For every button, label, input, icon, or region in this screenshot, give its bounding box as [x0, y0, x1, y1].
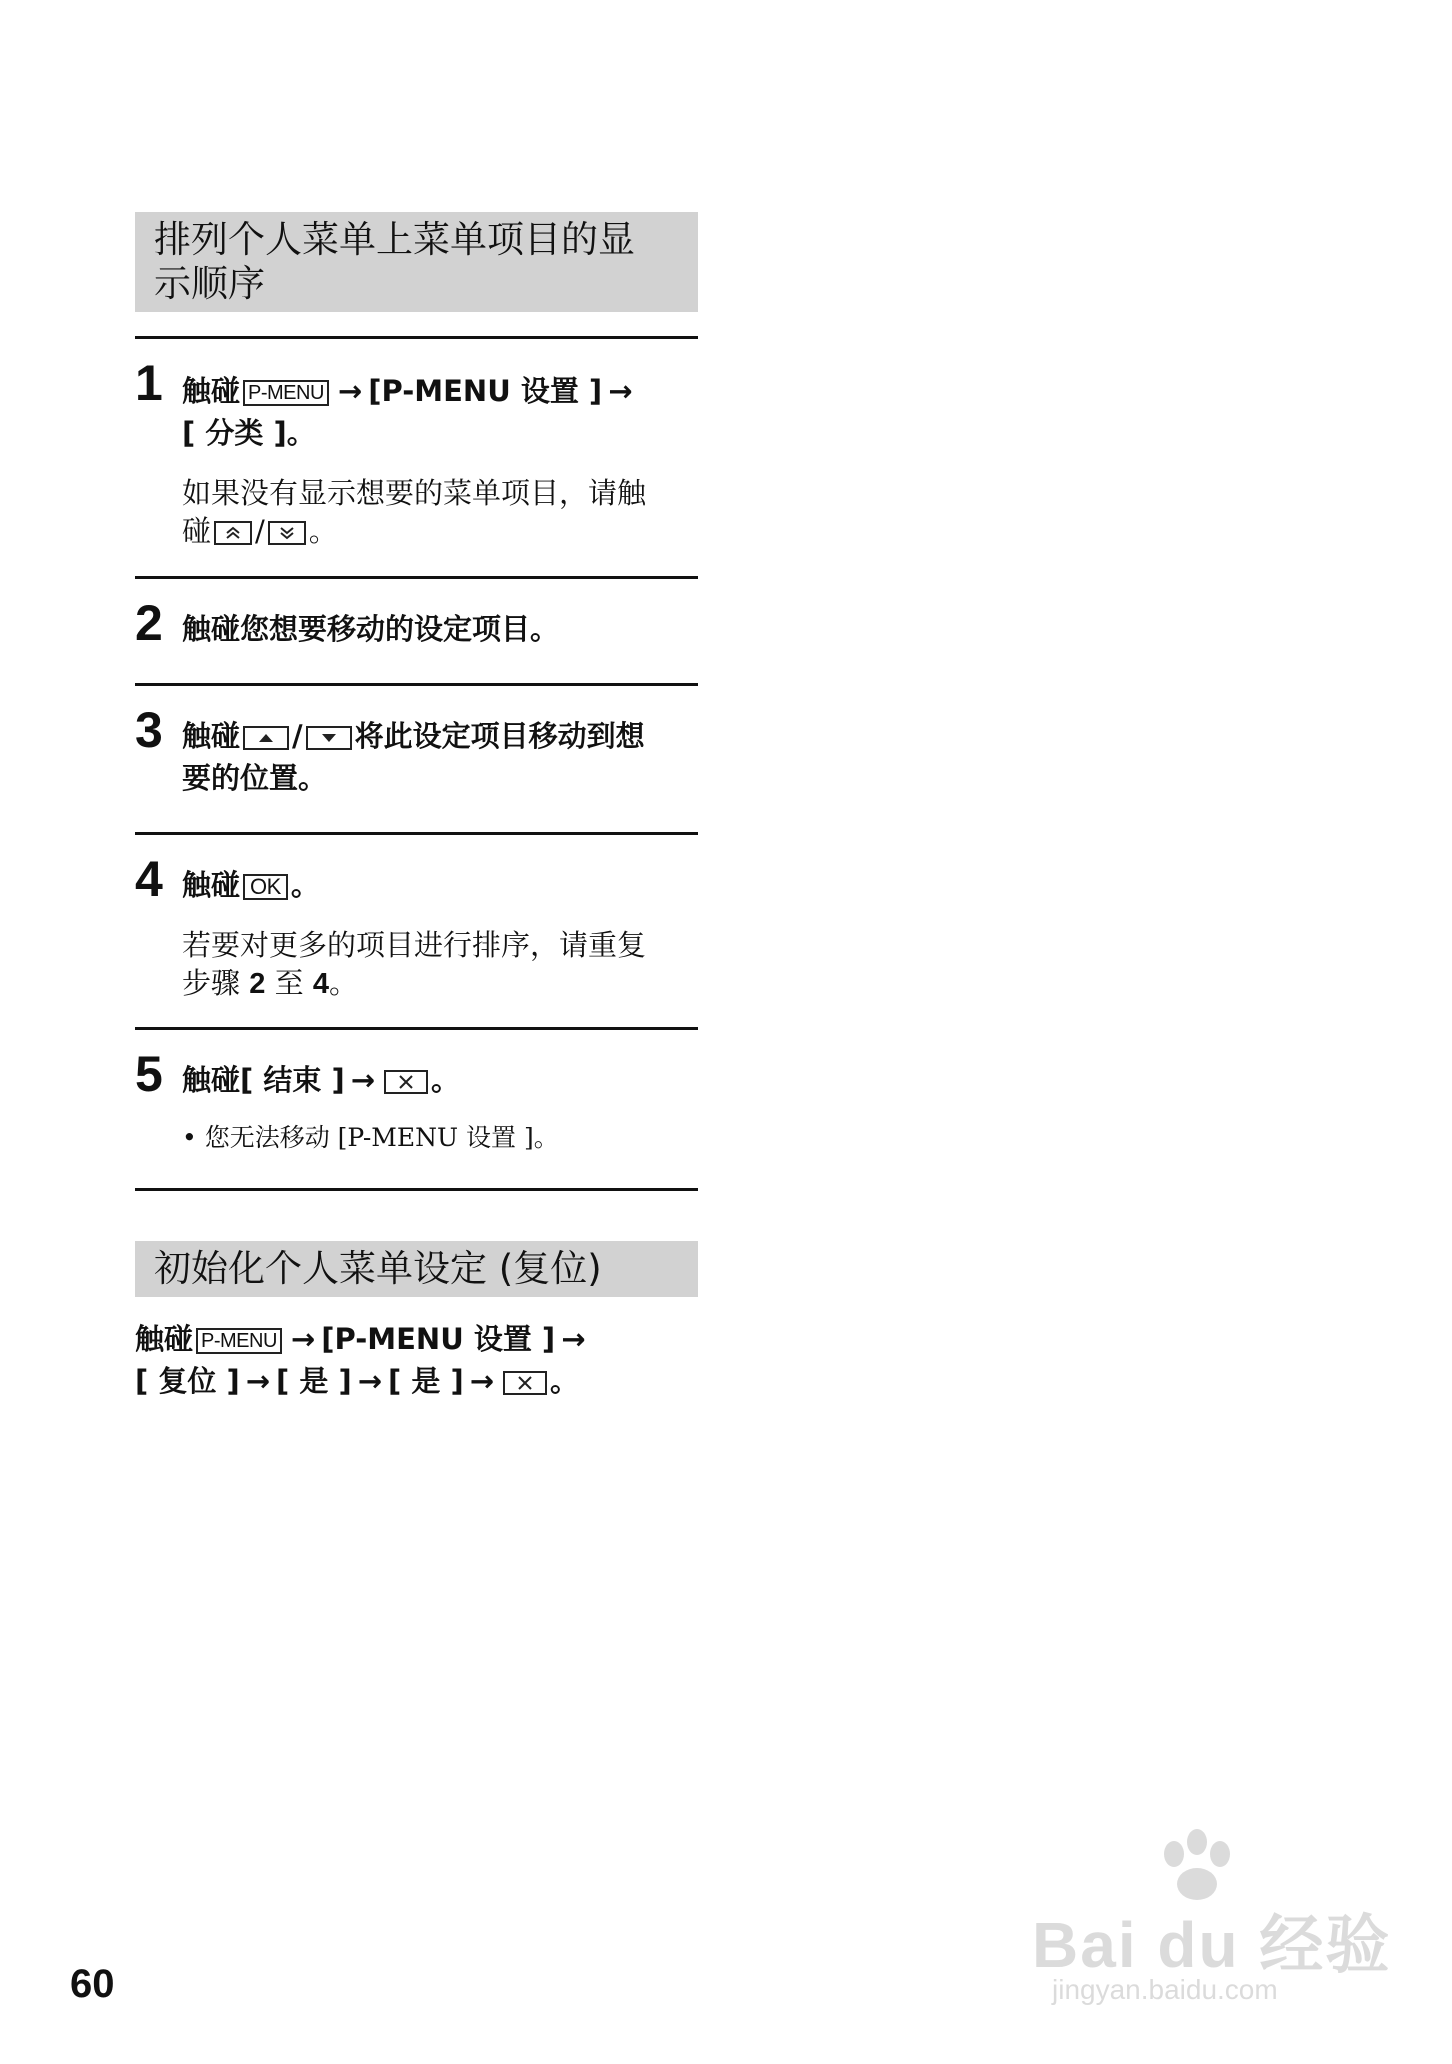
arrow-icon: → — [337, 374, 363, 408]
divider — [135, 832, 698, 835]
reset-instruction — [135, 1318, 698, 1402]
step-note — [182, 474, 698, 550]
step-ref-4: 4 — [312, 968, 329, 1000]
slash: / — [292, 719, 303, 753]
section-heading-line2: 示顺序 — [154, 262, 265, 305]
bullet-note: • 您无法移动 [P-MENU 设置 ]。 — [182, 1123, 559, 1152]
arrow-icon: → — [608, 374, 633, 408]
divider — [135, 336, 698, 339]
step-instruction — [182, 864, 698, 906]
menu-item-reset: [ 复位 ] — [135, 1364, 240, 1398]
p-menu-key: P-MENU — [243, 380, 329, 406]
step-instruction: 触碰您想要移动的设定项目。 — [182, 612, 560, 646]
note-line1: 如果没有显示想要的菜单项目，请触 — [182, 476, 647, 510]
watermark-main: Bai du 经验 — [1032, 1909, 1392, 1981]
touch-label: 触碰 — [135, 1322, 194, 1356]
step-number: 5 — [135, 1046, 163, 1102]
touch-label: 触碰 — [182, 719, 241, 753]
arrow-icon: → — [350, 1063, 376, 1097]
menu-item-end: [ 结束 ] — [240, 1063, 345, 1097]
paw-icon — [1152, 1824, 1242, 1904]
close-icon — [384, 1070, 428, 1094]
divider — [135, 1188, 698, 1191]
note-line2-c: 至 — [274, 966, 304, 1000]
divider — [135, 576, 698, 579]
reset-end: 。 — [550, 1364, 580, 1398]
slash: / — [255, 514, 265, 548]
close-icon — [503, 1371, 547, 1395]
arrow-icon: → — [561, 1322, 586, 1356]
touch-label: 触碰 — [182, 374, 241, 408]
divider — [135, 1027, 698, 1030]
menu-item-pmenu-settings: [P-MENU 设置 ] — [368, 374, 603, 408]
step-end: 。 — [431, 1063, 461, 1097]
baidu-watermark — [1032, 1824, 1392, 2005]
section-heading-line1: 排列个人菜单上菜单项目的显 — [154, 218, 635, 261]
scroll-down-icon — [268, 521, 306, 545]
step-text-line2: 要的位置。 — [182, 761, 328, 795]
touch-label: 触碰 — [182, 1063, 241, 1097]
touch-label: 触碰 — [182, 868, 241, 902]
scroll-up-icon — [214, 521, 252, 545]
menu-item-pmenu-settings: [P-MENU 设置 ] — [321, 1322, 556, 1356]
section-heading-reset: 初始化个人菜单设定 (复位) — [135, 1241, 698, 1297]
step-note — [182, 926, 698, 1003]
move-up-icon — [243, 726, 289, 750]
section-heading-sort — [135, 212, 698, 312]
note-line1: 若要对更多的项目进行排序，请重复 — [182, 928, 647, 962]
step-number: 4 — [135, 851, 163, 907]
step-end: 。 — [290, 868, 320, 902]
move-down-icon — [306, 726, 352, 750]
step-instruction — [182, 370, 698, 454]
step-instruction — [182, 715, 698, 799]
note-line2-a: 步骤 — [182, 966, 241, 1000]
divider — [135, 683, 698, 686]
step-number: 3 — [135, 702, 163, 758]
menu-item-sort: [ 分类 ]。 — [182, 416, 316, 450]
note-line2-e: 。 — [328, 966, 358, 1000]
watermark-url: jingyan.baidu.com — [1052, 1974, 1278, 2005]
menu-item-yes-1: [ 是 ] — [276, 1364, 352, 1398]
step-instruction — [182, 1059, 698, 1101]
step-text-after: 将此设定项目移动到想 — [354, 719, 645, 753]
arrow-icon: → — [357, 1364, 383, 1398]
p-menu-key: P-MENU — [196, 1328, 282, 1354]
arrow-icon: → — [245, 1364, 271, 1398]
note-prefix: 碰 — [182, 514, 212, 548]
step-number: 1 — [135, 355, 163, 411]
ok-key: OK — [243, 874, 288, 900]
step-ref-2: 2 — [249, 968, 266, 1000]
menu-item-yes-2: [ 是 ] — [388, 1364, 464, 1398]
arrow-icon: → — [290, 1322, 316, 1356]
step-number: 2 — [135, 595, 163, 651]
note-suffix: 。 — [308, 514, 338, 548]
arrow-icon: → — [469, 1364, 495, 1398]
page-number: 60 — [70, 1962, 115, 2006]
